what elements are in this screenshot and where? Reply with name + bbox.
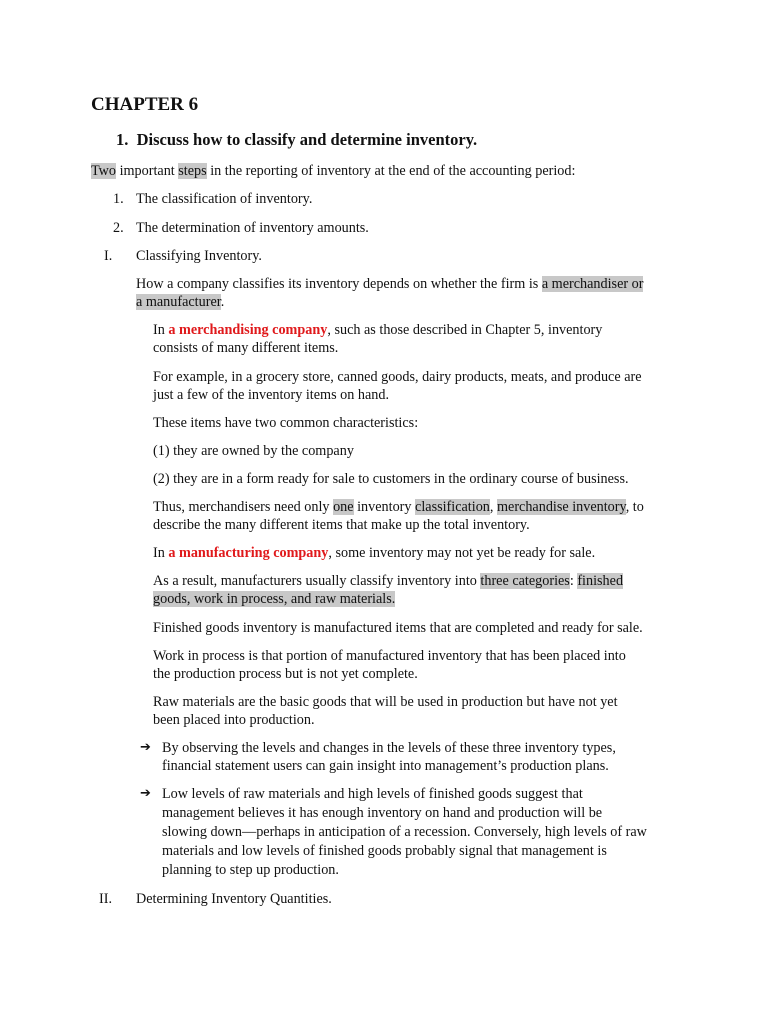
classify-paragraph-line: a manufacturer. [136, 294, 225, 310]
example-paragraph-line: just a few of the inventory items on hand. [153, 387, 390, 403]
wip-definition-line: the production process but is not yet complete. [153, 666, 418, 682]
bullet-text-line: Low levels of raw materials and high levels of finished goods suggest that [162, 786, 583, 802]
manufacturing-paragraph: In a manufacturing company, some inventory may not yet be ready for sale. [153, 545, 596, 561]
step-text: The determination of inventory amounts. [136, 220, 369, 236]
arrow-bullet-icon: ➔ [140, 786, 151, 801]
part-number: I. [104, 248, 113, 264]
finished-goods-definition: Finished goods inventory is manufactured items that are completed and ready for sale. [153, 620, 643, 636]
result-paragraph-line: As a result, manufacturers usually classify inventory into three categories: finished [153, 573, 624, 589]
step-text: The classification of inventory. [136, 191, 313, 207]
characteristic-2: (2) they are in a form ready for sale to customers in the ordinary course of business. [153, 471, 629, 487]
thus-paragraph-line: Thus, merchandisers need only one inventory classification, merchandise inventory, to [153, 499, 644, 515]
chapter-heading: CHAPTER 6 [91, 94, 199, 115]
arrow-bullet-icon: ➔ [140, 740, 151, 755]
bullet-text-line: By observing the levels and changes in the levels of these three inventory types, [162, 740, 616, 756]
part-number: II. [99, 891, 112, 907]
raw-materials-definition-line: Raw materials are the basic goods that will be used in production but have not yet [153, 694, 618, 710]
wip-definition-line: Work in process is that portion of manufactured inventory that has been placed into [153, 648, 626, 664]
thus-paragraph-line: describe the many different items that make up the total inventory. [153, 517, 530, 533]
bullet-text-line: planning to step up production. [162, 862, 339, 878]
part-title: Classifying Inventory. [136, 248, 262, 264]
intro-paragraph: Two important steps in the reporting of inventory at the end of the accounting period: [91, 163, 576, 179]
bullet-text-line: financial statement users can gain insight into management’s production plans. [162, 758, 609, 774]
result-paragraph-line: goods, work in process, and raw materials. [153, 591, 396, 607]
raw-materials-definition-line: been placed into production. [153, 712, 315, 728]
example-paragraph-line: For example, in a grocery store, canned goods, dairy products, meats, and produce are [153, 369, 642, 385]
highlight-term: a merchandising company [168, 322, 328, 338]
characteristic-1: (1) they are owned by the company [153, 443, 354, 459]
bullet-text-line: materials and low levels of finished goods probably signal that management is [162, 843, 607, 859]
part-title: Determining Inventory Quantities. [136, 891, 332, 907]
common-characteristics: These items have two common characteristics: [153, 415, 419, 431]
bullet-text-line: slowing down—perhaps in anticipation of a recession. Conversely, high levels of raw [162, 824, 647, 840]
step-number: 2. [113, 220, 124, 236]
merchandising-paragraph-line: In a merchandising company, such as those described in Chapter 5, inventory [153, 322, 603, 338]
merchandising-paragraph-line: consists of many different items. [153, 340, 339, 356]
section-heading [116, 130, 477, 150]
section-title: Discuss how to classify and determine inventory. [136, 130, 478, 149]
classify-paragraph-line: How a company classifies its inventory depends on whether the firm is a merchandiser or [136, 276, 644, 292]
highlight-term: a manufacturing company [168, 545, 329, 561]
section-number: 1. [116, 130, 129, 149]
bullet-text-line: management believes it has enough inventory on hand and production will be [162, 805, 603, 821]
step-number: 1. [113, 191, 124, 207]
